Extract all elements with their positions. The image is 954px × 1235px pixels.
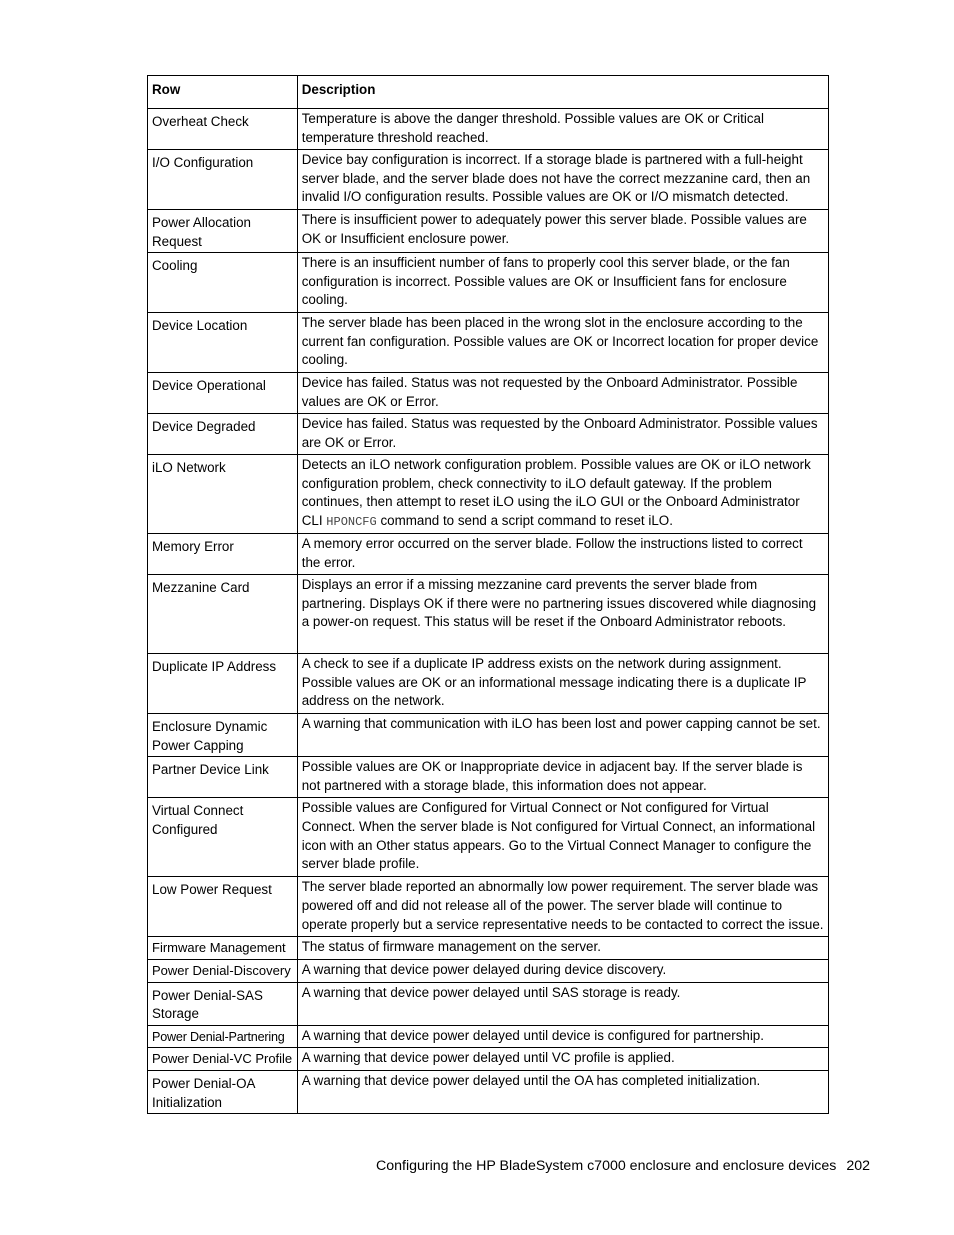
table-row <box>148 757 829 798</box>
table-header-row <box>148 76 829 109</box>
status-table <box>147 75 829 1114</box>
row-description: A warning that communication with iLO has been lost and power capping cannot be set. <box>297 714 828 757</box>
row-description: There is insufficient power to adequately power this server blade. Possible values are OK or Insufficient enclosure power. <box>297 210 828 253</box>
row-name: Power Allocation Request <box>148 210 298 253</box>
table-row <box>148 150 829 210</box>
row-description: There is an insufficient number of fans to properly cool this server blade, or the fan configuration is incorrect. Possible values are OK or Insufficient fans for enclosure cooling. <box>297 253 828 313</box>
row-name: I/O Configuration <box>148 150 298 210</box>
row-name: Partner Device Link <box>148 757 298 798</box>
row-description: The server blade reported an abnormally low power requirement. The server blade was powered off and did not release all of the power. The server blade will continue to operate properly but a service representative needs to be contacted to correct the issue. <box>297 877 828 937</box>
row-name: Overheat Check <box>148 109 298 150</box>
table-row <box>148 982 829 1025</box>
table-row <box>148 937 829 960</box>
table-row <box>148 534 829 575</box>
row-description: A warning that device power delayed until device is configured for partnership. <box>297 1025 828 1048</box>
row-description: Device has failed. Status was requested by the Onboard Administrator. Possible values are OK or Error. <box>297 414 828 455</box>
row-name: Low Power Request <box>148 877 298 937</box>
row-description: Displays an error if a missing mezzanine card prevents the server blade from partnering. Displays OK if there were no partnering issues discovered while diagnosing a power-on request. This status will be reset if the Onboard Administrator reboots. <box>297 575 828 654</box>
row-description: Device bay configuration is incorrect. If a storage blade is partnered with a full-height server blade, and the server blade does not have the correct mezzanine card, then an invalid I/O configuration results. Possible values are OK or I/O mismatch detected. <box>297 150 828 210</box>
table-row <box>148 414 829 455</box>
table-row <box>148 575 829 654</box>
command-code: HPONCFG <box>326 514 377 529</box>
row-name: Memory Error <box>148 534 298 575</box>
table-row <box>148 1025 829 1048</box>
header-description: Description <box>297 76 828 109</box>
row-description: Device has failed. Status was not requested by the Onboard Administrator. Possible values are OK or Error. <box>297 373 828 414</box>
desc-text-pre: Detects an iLO network configuration problem. Possible values are OK or iLO network configuration problem, check connectivity to iLO default gateway. If the problem continues, then attempt to reset iLO using the iLO GUI or the Onboard Administrator CLI <box>301 457 811 528</box>
row-description: Possible values are OK or Inappropriate device in adjacent bay. If the server blade is not partnered with a storage blade, this information does not appear. <box>297 757 828 798</box>
row-description <box>297 455 828 534</box>
row-name: Power Denial-Partnering <box>148 1025 298 1048</box>
row-name: Enclosure Dynamic Power Capping <box>148 714 298 757</box>
table-row <box>148 654 829 714</box>
row-description: The server blade has been placed in the wrong slot in the enclosure according to the current fan configuration. Possible values are OK or Incorrect location for proper device cooling. <box>297 313 828 373</box>
row-name: Power Denial-VC Profile <box>148 1048 298 1071</box>
footer-title: Configuring the HP BladeSystem c7000 enclosure and enclosure devices <box>376 1158 837 1174</box>
page-number: 202 <box>846 1158 870 1174</box>
row-description: A warning that device power delayed until the OA has completed initialization. <box>297 1070 828 1113</box>
row-name: Mezzanine Card <box>148 575 298 654</box>
row-name: iLO Network <box>148 455 298 534</box>
table-row <box>148 877 829 937</box>
table-row <box>148 210 829 253</box>
header-row: Row <box>148 76 298 109</box>
table-row <box>148 373 829 414</box>
row-name: Device Location <box>148 313 298 373</box>
row-name: Power Denial-SAS Storage <box>148 982 298 1025</box>
row-description: Temperature is above the danger threshold. Possible values are OK or Critical temperature threshold reached. <box>297 109 828 150</box>
table-row <box>148 798 829 877</box>
row-name: Device Degraded <box>148 414 298 455</box>
table-row <box>148 313 829 373</box>
row-description: The status of firmware management on the server. <box>297 937 828 960</box>
row-description: A check to see if a duplicate IP address exists on the network during assignment. Possible values are OK or an informational message indicating there is a duplicate IP address on the network. <box>297 654 828 714</box>
page-footer <box>376 1158 870 1174</box>
table-row <box>148 714 829 757</box>
row-name: Duplicate IP Address <box>148 654 298 714</box>
table-row <box>148 1048 829 1071</box>
row-name: Firmware Management <box>148 937 298 960</box>
row-name: Cooling <box>148 253 298 313</box>
table-row <box>148 455 829 534</box>
table-row <box>148 253 829 313</box>
row-description: Possible values are Configured for Virtual Connect or Not configured for Virtual Connect. When the server blade is Not configured for Virtual Connect, an informational icon with an Other status appears. Go to the Virtual Connect Manager to configure the server blade profile. <box>297 798 828 877</box>
table-row <box>148 109 829 150</box>
table-row <box>148 959 829 982</box>
row-name: Device Operational <box>148 373 298 414</box>
desc-text-post: command to send a script command to reset iLO. <box>376 512 673 528</box>
row-name: Power Denial-Discovery <box>148 959 298 982</box>
row-description: A warning that device power delayed until SAS storage is ready. <box>297 982 828 1025</box>
row-name: Power Denial-OA Initialization <box>148 1070 298 1113</box>
row-description: A memory error occurred on the server blade. Follow the instructions listed to correct the error. <box>297 534 828 575</box>
table-row <box>148 1070 829 1113</box>
row-name: Virtual Connect Configured <box>148 798 298 877</box>
row-description: A warning that device power delayed until VC profile is applied. <box>297 1048 828 1071</box>
row-description: A warning that device power delayed during device discovery. <box>297 959 828 982</box>
